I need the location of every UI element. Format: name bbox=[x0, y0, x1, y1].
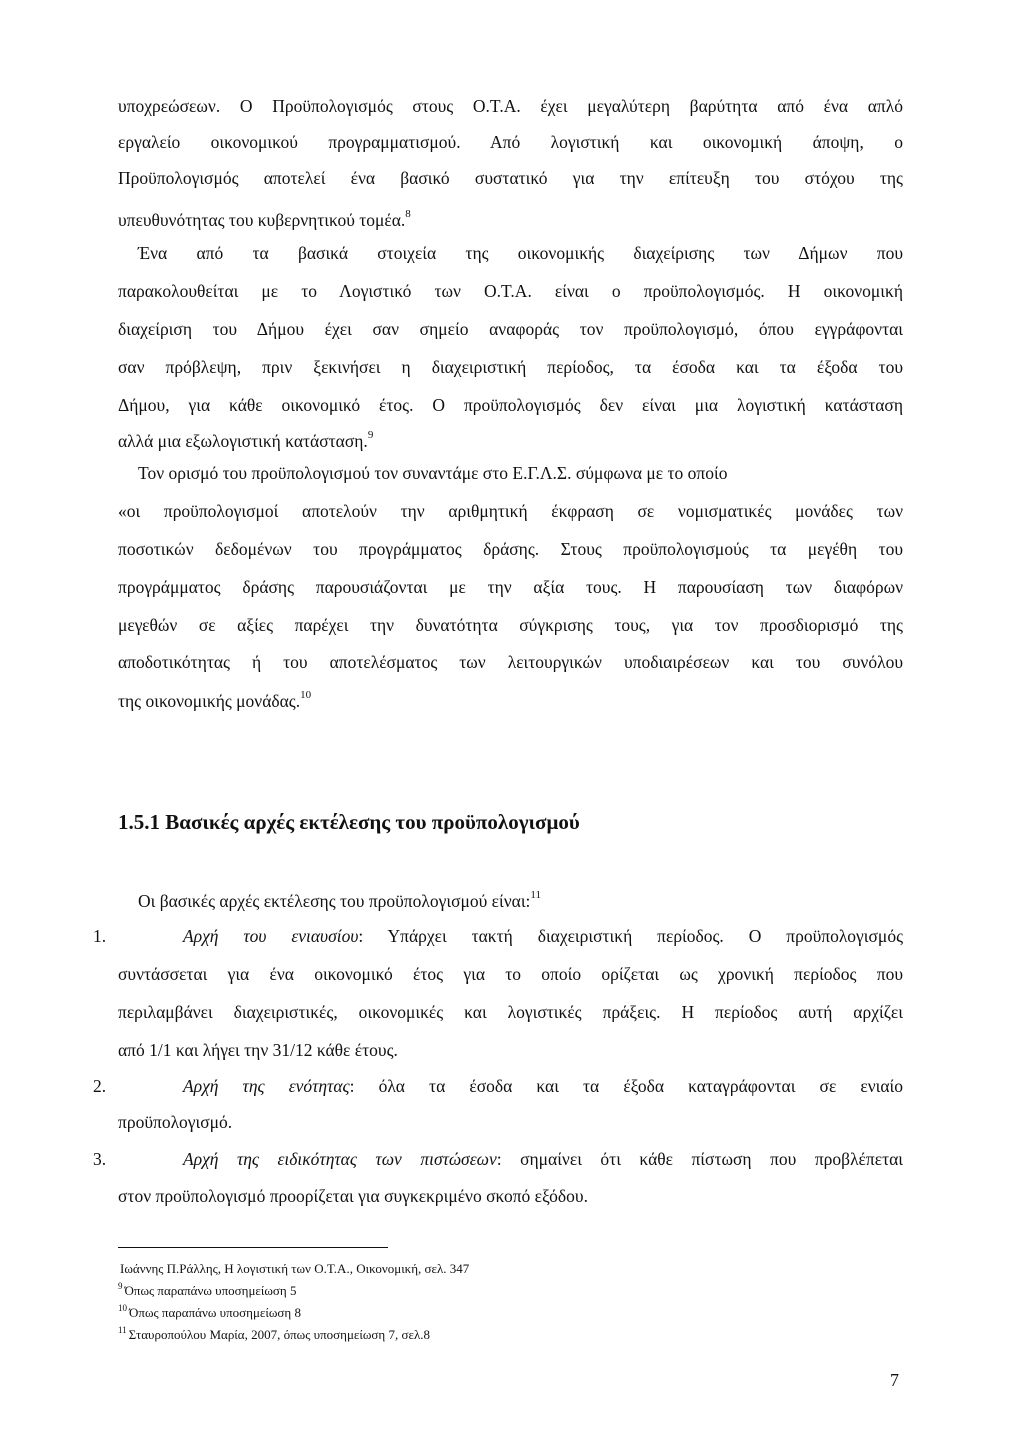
list-number: 3. bbox=[93, 1149, 107, 1169]
list-item-line: από 1/1 και λήγει την 31/12 κάθε έτους. bbox=[118, 1040, 398, 1060]
para2-line: παρακολουθείται με το Λογιστικό των Ο.Τ.Α. είναι ο προϋπολογισμός. Η οικονομική bbox=[118, 281, 903, 301]
para2-line: Δήμου, για κάθε οικονομικό έτος. Ο προϋπολογισμός δεν είναι μια λογιστική κατάσταση bbox=[118, 395, 903, 415]
para1-line: Προϋπολογισμός αποτελεί ένα βασικό συστατικό για την επίτευξη του στόχου της bbox=[118, 168, 903, 188]
list-item-line: Αρχή του ενιαυσίου: Υπάρχει τακτή διαχειριστική περίοδος. Ο προϋπολογισμός bbox=[183, 926, 903, 946]
para3-line: Τον ορισμό του προϋπολογισμού τον συναντάμε στο Ε.Γ.Λ.Σ. σύμφωνα με το οποίο bbox=[138, 463, 728, 483]
list-item-line: στον προϋπολογισμό προορίζεται για συγκεκριμένο σκοπό εξόδου. bbox=[118, 1186, 588, 1206]
footnote-ref-8: 8 bbox=[405, 208, 411, 220]
list-item-line: Αρχή της ειδικότητας των πιστώσεων: σημαίνει ότι κάθε πίστωση που προβλέπεται bbox=[183, 1149, 904, 1169]
list-number: 2. bbox=[93, 1076, 107, 1096]
footnote: $^9$ Όπως παραπάνω υποσημείωση 5 bbox=[118, 1281, 297, 1298]
para1-line: υποχρεώσεων. Ο Προϋπολογισμός στους Ο.Τ.Α. έχει μεγαλύτερη βαρύτητα από ένα απλό bbox=[118, 96, 903, 116]
principle-title: Αρχή της ειδικότητας των πιστώσεων bbox=[183, 1149, 497, 1169]
para2-line: Ένα από τα βασικά στοιχεία της οικονομικής διαχείρισης των Δήμων που bbox=[138, 243, 903, 263]
principle-title: Αρχή της ενότητας bbox=[183, 1076, 350, 1096]
section-heading: 1.5.1 Βασικές αρχές εκτέλεσης του προϋπολογισμού bbox=[118, 810, 580, 834]
footnote: $^{11}$ Σταυροπούλου Μαρία, 2007, όπως υποσημείωση 7, σελ.8 bbox=[118, 1325, 431, 1342]
para3-line: ποσοτικών δεδομένων του προγράμματος δράσης. Στους προϋπολογισμούς τα μεγέθη του bbox=[118, 539, 903, 559]
para3-line: αποδοτικότητας ή του αποτελέσματος των λειτουργικών υποδιαιρέσεων και του συνόλου bbox=[118, 652, 903, 672]
para1-line-last: υπευθυνότητας του κυβερνητικού τομέα.$^8$ bbox=[118, 208, 411, 230]
list-item-line: προϋπολογισμό. bbox=[118, 1112, 233, 1132]
para3-line: μεγεθών σε αξίες παρέχει την δυνατότητα σύγκρισης τους, για τον προσδιορισμό της bbox=[118, 615, 903, 635]
page-number: 7 bbox=[890, 1370, 899, 1390]
list-item-line: Αρχή της ενότητας: όλα τα έσοδα και τα έξοδα καταγράφονται σε ενιαίο bbox=[183, 1076, 903, 1096]
para2-line: σαν πρόβλεψη, πριν ξεκινήσει η διαχειριστική περίοδος, τα έσοδα και τα έξοδα του bbox=[118, 357, 903, 377]
para1-line: εργαλείο οικονομικού προγραμματισμού. Από λογιστική και οικονομική άποψη, ο bbox=[118, 132, 903, 152]
footnote-ref-9: 9 bbox=[367, 429, 374, 441]
footnote: $^{10}$ Όπως παραπάνω υποσημείωση 8 bbox=[118, 1303, 301, 1320]
para3-line: «οι προϋπολογισμοί αποτελούν την αριθμητική έκφραση σε νομισματικές μονάδες των bbox=[118, 501, 903, 521]
list-item-line: περιλαμβάνει διαχειριστικές, οικονομικές και λογιστικές πράξεις. Η περίοδος αυτή αρχίζει bbox=[118, 1002, 903, 1022]
para2-line: διαχείριση του Δήμου έχει σαν σημείο αναφοράς τον προϋπολογισμό, όπου εγγράφονται bbox=[118, 319, 903, 339]
list-number: 1. bbox=[93, 926, 107, 946]
para2-line-last: αλλά μια εξωλογιστική κατάσταση.$^9$ bbox=[118, 429, 374, 451]
para3-line-last: της οικονομικής μονάδας.$^{10}$ bbox=[118, 689, 312, 711]
principle-title: Αρχή του ενιαυσίου bbox=[183, 926, 359, 946]
footnote: Ιωάννης Π.Ράλλης, Η λογιστική των Ο.Τ.Α., Οικονομική, σελ. 347 bbox=[120, 1261, 470, 1276]
list-item-line: συντάσσεται για ένα οικονομικό έτος για το οποίο ορίζεται ως χρονική περίοδος που bbox=[118, 964, 903, 984]
para3-line: προγράμματος δράσης παρουσιάζονται με την αξία τους. Η παρουσίαση των διαφόρων bbox=[118, 577, 903, 597]
footnote-separator bbox=[118, 1247, 388, 1248]
principles-intro: Οι βασικές αρχές εκτέλεσης του προϋπολογισμού είναι:$^{11}$ bbox=[138, 889, 541, 911]
footnote-ref-10: 10 bbox=[300, 689, 312, 701]
footnote-ref-11: 11 bbox=[530, 889, 541, 901]
